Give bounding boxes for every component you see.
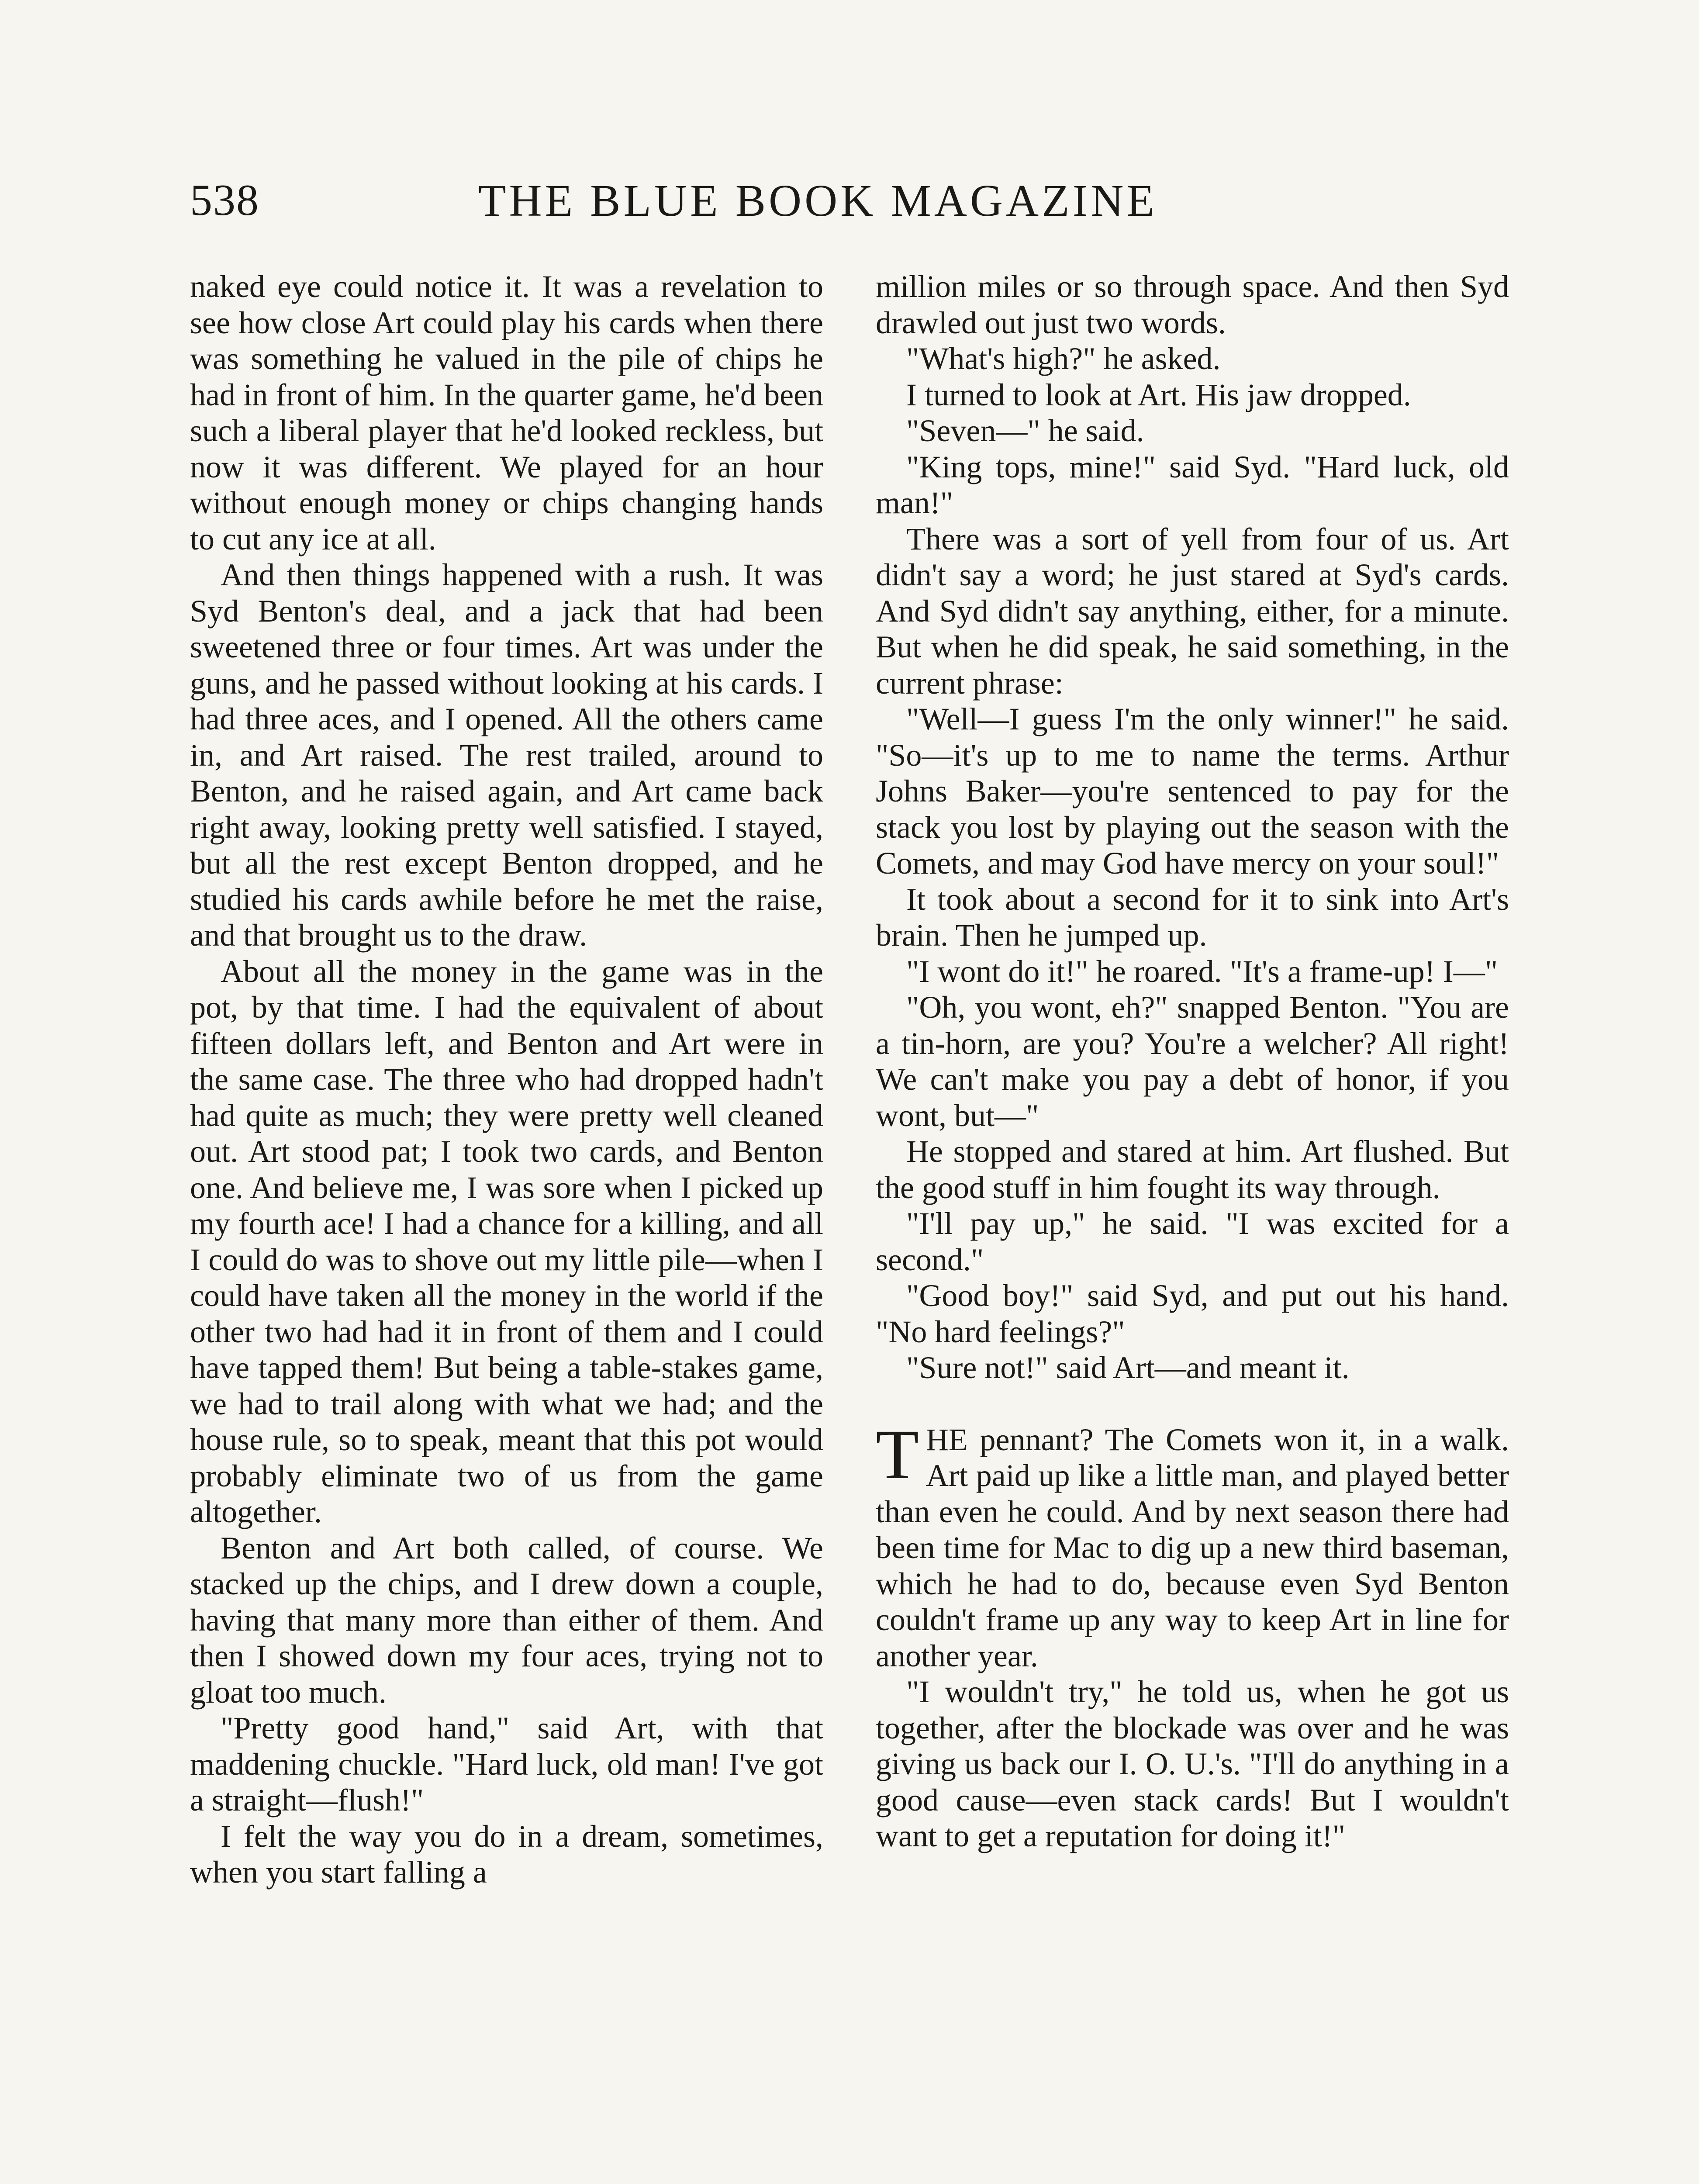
paragraph: "Good boy!" said Syd, and put out his hand. "No hard feelings?" (876, 1278, 1509, 1349)
paragraph: "Well—I guess I'm the only winner!" he said. "So—it's up to me to name the terms. Arthur Johns Baker—you're sentenced to pay for the stack you lost by playing out the season with the Comets, and may God have mercy on your soul!" (876, 702, 1509, 881)
section-break (876, 1386, 1509, 1422)
paragraph: And then things happened with a rush. It was Syd Benton's deal, and a jack that had been sweetened three or four times. Art was under the guns, and he passed without looking at his cards. I had three aces, and I opened. All the others came in, and Art raised. The rest trailed, around to Benton, and he raised again, and Art came back right away, looking pretty well satisfied. I stayed, but all the rest except Benton dropped, and he studied his cards awhile before he met the raise, and that brought us to the draw. (190, 557, 823, 953)
paragraph: million miles or so through space. And then Syd drawled out just two words. (876, 269, 1509, 340)
page-header (190, 175, 1544, 240)
paragraph: "Pretty good hand," said Art, with that maddening chuckle. "Hard luck, old man! I've got a straight—flush!" (190, 1711, 823, 1818)
magazine-title: THE BLUE BOOK MAGAZINE (478, 176, 1157, 226)
drop-cap: T (876, 1415, 919, 1494)
section-opening-text: HE pennant? The Comets won it, in a walk. Art paid up like a little man, and played better than even he could. And by next season there had been time for Mac to dig up a new third baseman, which he had to do, because even Syd Benton couldn't frame up any way to keep Art in line for another year. (876, 1422, 1509, 1673)
paragraph: "Seven—" he said. (906, 413, 1144, 448)
paragraph: "I wouldn't try," he told us, when he got us together, after the blockade was over and he was giving us back our I. O. U.'s. "I'll do anything in a good cause—even stack cards! But I wouldn't want to get a reputation for doing it!" (876, 1674, 1509, 1853)
paragraph: It took about a second for it to sink into Art's brain. Then he jumped up. (876, 881, 1509, 953)
paragraph: "King tops, mine!" said Syd. "Hard luck, old man!" (876, 449, 1509, 520)
right-column (876, 269, 1509, 1854)
paragraph: "I wont do it!" he roared. "It's a frame-up! I—" (906, 954, 1498, 989)
page-number: 538 (190, 176, 259, 225)
left-column (190, 269, 823, 1890)
paragraph: About all the money in the game was in the pot, by that time. I had the equivalent of about fifteen dollars left, and Benton and Art were in the same case. The three who had dropped hadn't had quite as much; they were pretty well cleaned out. Art stood pat; I took two cards, and Benton one. And believe me, I was sore when I picked up my fourth ace! I had a chance for a killing, and all I could do was to shove out my little pile—when I could have taken all the money in the world if the other two had had it in front of them and I could have tapped them! But being a table-stakes game, we had to trail along with what we had; and the house rule, so to speak, meant that this pot would probably eliminate two of us from the game altogether. (190, 954, 823, 1529)
paragraph: "What's high?" he asked. (906, 341, 1221, 376)
paragraph: "I'll pay up," he said. "I was excited for a second." (876, 1206, 1509, 1277)
paragraph: There was a sort of yell from four of us. Art didn't say a word; he just stared at Syd's cards. And Syd didn't say anything, either, for a minute. But when he did speak, he said something, in the current phrase: (876, 521, 1509, 701)
paragraph: "Oh, you wont, eh?" snapped Benton. "You are a tin-horn, are you? You're a welcher? All right! We can't make you pay a debt of honor, if you wont, but—" (876, 990, 1509, 1133)
paragraph: I turned to look at Art. His jaw dropped. (906, 377, 1411, 412)
paragraph: Benton and Art both called, of course. We stacked up the chips, and I drew down a couple, having that many more than either of them. And then I showed down my four aces, trying not to gloat too much. (190, 1530, 823, 1710)
paragraph: I felt the way you do in a dream, sometimes, when you start falling a (190, 1818, 823, 1890)
section-opening-paragraph (876, 1415, 1509, 1674)
paragraph: "Sure not!" said Art—and meant it. (906, 1350, 1350, 1385)
paragraph: naked eye could notice it. It was a revelation to see how close Art could play his cards when there was something he valued in the pile of chips he had in front of him. In the quarter game, he'd been such a liberal player that he'd looked reckless, but now it was different. We played for an hour without enough money or chips changing hands to cut any ice at all. (190, 269, 823, 556)
paragraph: He stopped and stared at him. Art flushed. But the good stuff in him fought its way through. (876, 1134, 1509, 1205)
